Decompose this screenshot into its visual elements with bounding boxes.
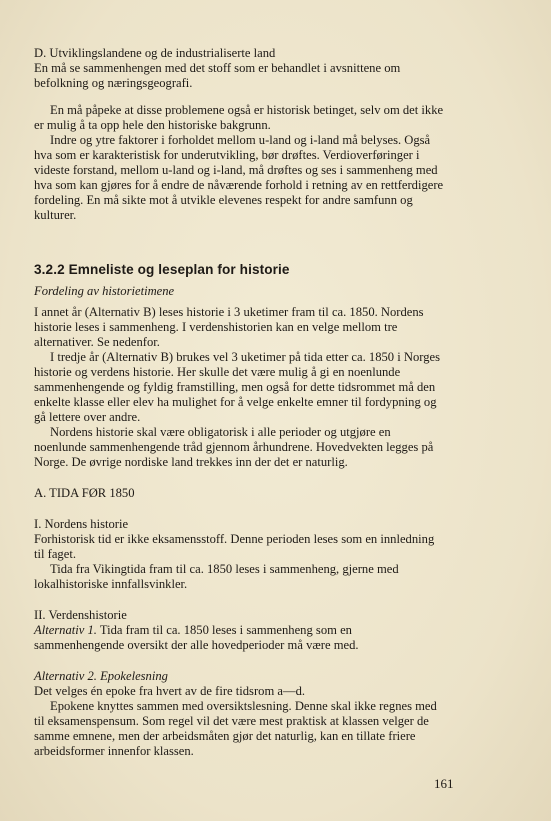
section-3-2-2 [34,262,444,470]
section-d-paragraph-1: En må se sammenhengen med det stoff som er behandlet i avsnittene om befolkning og næringsgeografi. [34,61,401,90]
nordens-historie-paragraph-1: Forhistorisk tid er ikke eksamensstoff. Denne perioden leses som en innledning til faget. [34,532,435,561]
section-d-title: D. Utviklingslandene og de industrialiserte land [34,46,276,60]
section-paragraph-2: I tredje år (Alternativ B) brukes vel 3 uketimer på tida etter ca. 1850 i Norges historie og verdens historie. Her skulle det være mulig å gi en noenlunde sammenhengende og fyldig framstilling, men også for dette tidsrommet må den enkelte klasse eller elev ha mulighet for å velge enkelte emner til fordypning og gå lettere over andre. [34,350,441,424]
section-paragraph-3: Nordens historie skal være obligatorisk i alle perioder og utgjøre en noenlunde sammenhengende tråd gjennom århundrene. Hovedvekten legges på Norge. De øvrige nordiske land trekkes inn der det er naturlig. [34,425,434,469]
verdenshistorie-title: II. Verdenshistorie [34,608,127,622]
page-number: 161 [434,776,454,791]
alternativ-1-text: Tida fram til ca. 1850 leses i sammenheng som en sammenhengende oversikt der alle hovedperioder må være med. [34,623,359,652]
section-heading: 3.2.2 Emneliste og leseplan for historie [34,262,290,277]
alternativ-2-paragraph-1: Det velges én epoke fra hvert av de fire tidsrom a—d. [34,684,306,698]
alternativ-2-paragraph-2: Epokene knyttes sammen med oversiktslesning. Denne skal ikke regnes med til eksamenspensum. Som regel vil det være mest praktisk at klassen velger de samme emnene, men der arbeidsmåten gjør det naturlig, kan en tillate friere arbeidsformer innenfor klassen. [34,699,437,758]
alternativ-1-paragraph [34,623,444,653]
nordens-historie-title: I. Nordens historie [34,517,129,531]
alternativ-1-label: Alternativ 1. [34,623,97,637]
section-subheading: Fordeling av historietimene [34,284,175,298]
section-d-paragraph-2: En må påpeke at disse problemene også er historisk betinget, selv om det ikke er mulig å ta opp hele den historiske bakgrunn. [34,103,444,132]
section-a-title: A. TIDA FØR 1850 [34,486,135,500]
section-d-paragraph-3: Indre og ytre faktorer i forholdet mellom u-land og i-land må belyses. Også hva som er karakteristisk for underutvikling, bør drøftes. Verdioverføringer i videste forstand, mellom u-land og i-land, må drøftes og ses i sammenheng med hva som kan gjøres for å endre de nåværende forhold i retning av en rettferdigere fordeling. En må sikte mot å utvikle elevenes respekt for andre samfunn og kulturer. [34,133,444,222]
section-paragraph-1: I annet år (Alternativ B) leses historie i 3 uketimer fram til ca. 1850. Nordens historie leses i sammenheng. I verdenshistorien kan en velge mellom tre alternativer. Se nedenfor. [34,305,424,349]
section-a [34,486,444,759]
section-d [34,46,444,223]
nordens-historie-paragraph-2: Tida fra Vikingtida fram til ca. 1850 leses i sammenheng, gjerne med lokalhistoriske innfallsvinkler. [34,562,399,591]
alternativ-2-label: Alternativ 2. Epokelesning [34,669,168,683]
